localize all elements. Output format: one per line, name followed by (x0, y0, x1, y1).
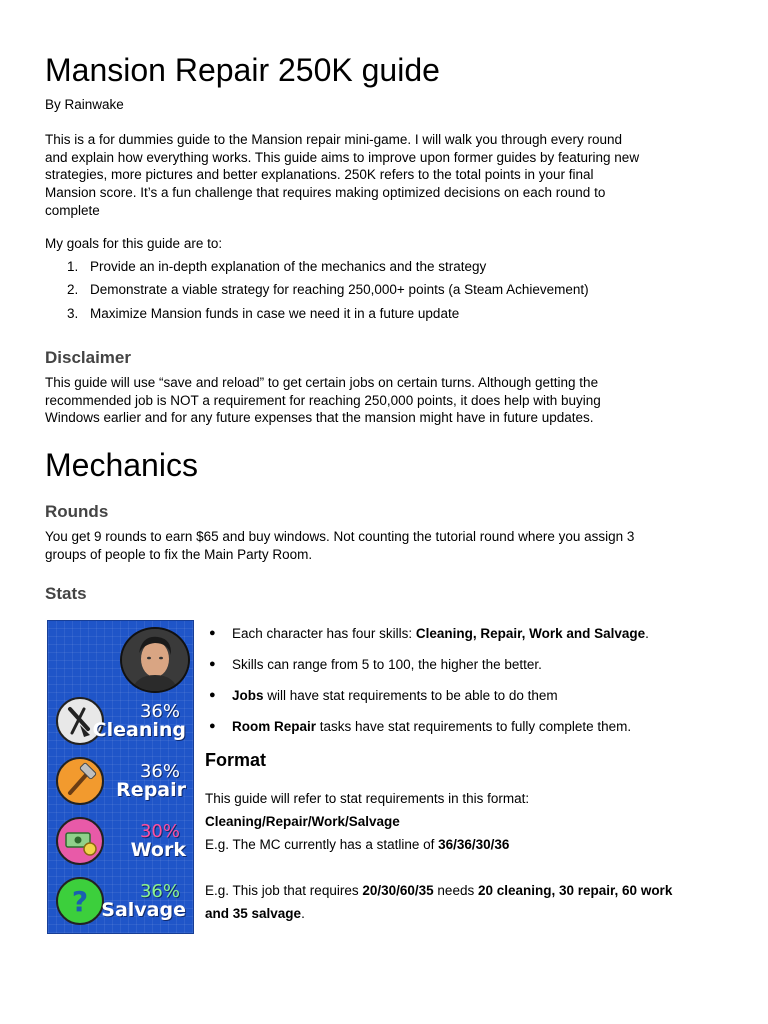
stat-percent: 36% (139, 701, 180, 722)
stats-panel-image (47, 620, 194, 934)
character-portrait (120, 627, 190, 693)
author-byline: By Rainwake (45, 97, 124, 112)
stat-name: Repair (116, 779, 186, 801)
format-line-3: E.g. The MC currently has a statline of 36/36/30/36 (205, 837, 510, 852)
question-icon (56, 877, 104, 925)
stat-percent: 30% (139, 821, 180, 842)
money-icon (56, 817, 104, 865)
goal-number: 1. (67, 259, 79, 274)
stat-row-repair (56, 757, 192, 813)
format-line-2: Cleaning/Repair/Work/Salvage (205, 814, 400, 829)
stat-row-salvage (56, 877, 192, 933)
disclaimer-heading: Disclaimer (45, 348, 131, 367)
goal-text: Maximize Mansion funds in case we need it in a future update (90, 305, 460, 321)
bullet-item: ● Jobs will have stat requirements to be able to do them (209, 688, 558, 703)
goal-item (45, 302, 589, 325)
stat-name: Work (130, 839, 186, 861)
stat-percent: 36% (139, 761, 180, 782)
rounds-heading: Rounds (45, 502, 109, 521)
hammer-icon (56, 757, 104, 805)
svg-text:?: ? (71, 885, 89, 918)
goal-text: Demonstrate a viable strategy for reaching 250,000+ points (a Steam Achievement) (90, 282, 589, 298)
bullet-item: ● Skills can range from 5 to 100, the higher the better. (209, 657, 542, 672)
goal-number: 3. (67, 305, 79, 321)
goal-number: 2. (67, 282, 79, 298)
stat-name: Salvage (101, 899, 186, 921)
stat-row-work (56, 817, 192, 873)
goals-list (45, 255, 589, 325)
disclaimer-text: This guide will use “save and reload” to get certain jobs on certain turns. Although getting the recommended job is NOT a requirement for reaching 250,000 points, it does help with buying Windows earlier and for any future expenses that the mansion might have in future updates. (45, 375, 601, 426)
stat-name: Cleaning (92, 719, 186, 741)
intro-paragraph: This is a for dummies guide to the Mansion repair mini-game. I will walk you through every round and explain how everything works. This guide aims to improve upon former guides by featuring new strategies, more pictures and better explanations. 250K refers to the total points in your final Mansion score. It’s a fun challenge that requires making optimized decisions on each round to complete (45, 132, 640, 218)
format-heading: Format (205, 750, 267, 770)
goal-item (45, 278, 589, 301)
stat-percent: 36% (139, 881, 180, 902)
format-line-1: This guide will refer to stat requirements in this format: (205, 791, 530, 806)
bullet-item: ● Each character has four skills: Cleaning, Repair, Work and Salvage. (209, 626, 649, 641)
goal-text: Provide an in-depth explanation of the mechanics and the strategy (90, 259, 487, 274)
stat-row-cleaning (56, 697, 192, 753)
page-title: Mansion Repair 250K guide (45, 52, 440, 88)
mechanics-heading: Mechanics (45, 447, 198, 483)
stats-heading: Stats (45, 584, 87, 603)
format-line-5: and 35 salvage. (205, 906, 305, 921)
goals-intro: My goals for this guide are to: (45, 236, 223, 251)
bullet-item: ● Room Repair tasks have stat requirements to fully complete them. (209, 719, 632, 734)
goal-item (45, 255, 589, 278)
format-line-4: E.g. This job that requires 20/30/60/35 needs 20 cleaning, 30 repair, 60 work (205, 883, 673, 898)
stats-bullet-list (205, 618, 649, 742)
rounds-text: You get 9 rounds to earn $65 and buy windows. Not counting the tutorial round where you assign 3 groups of people to fix the Main Party Room. (45, 529, 635, 562)
